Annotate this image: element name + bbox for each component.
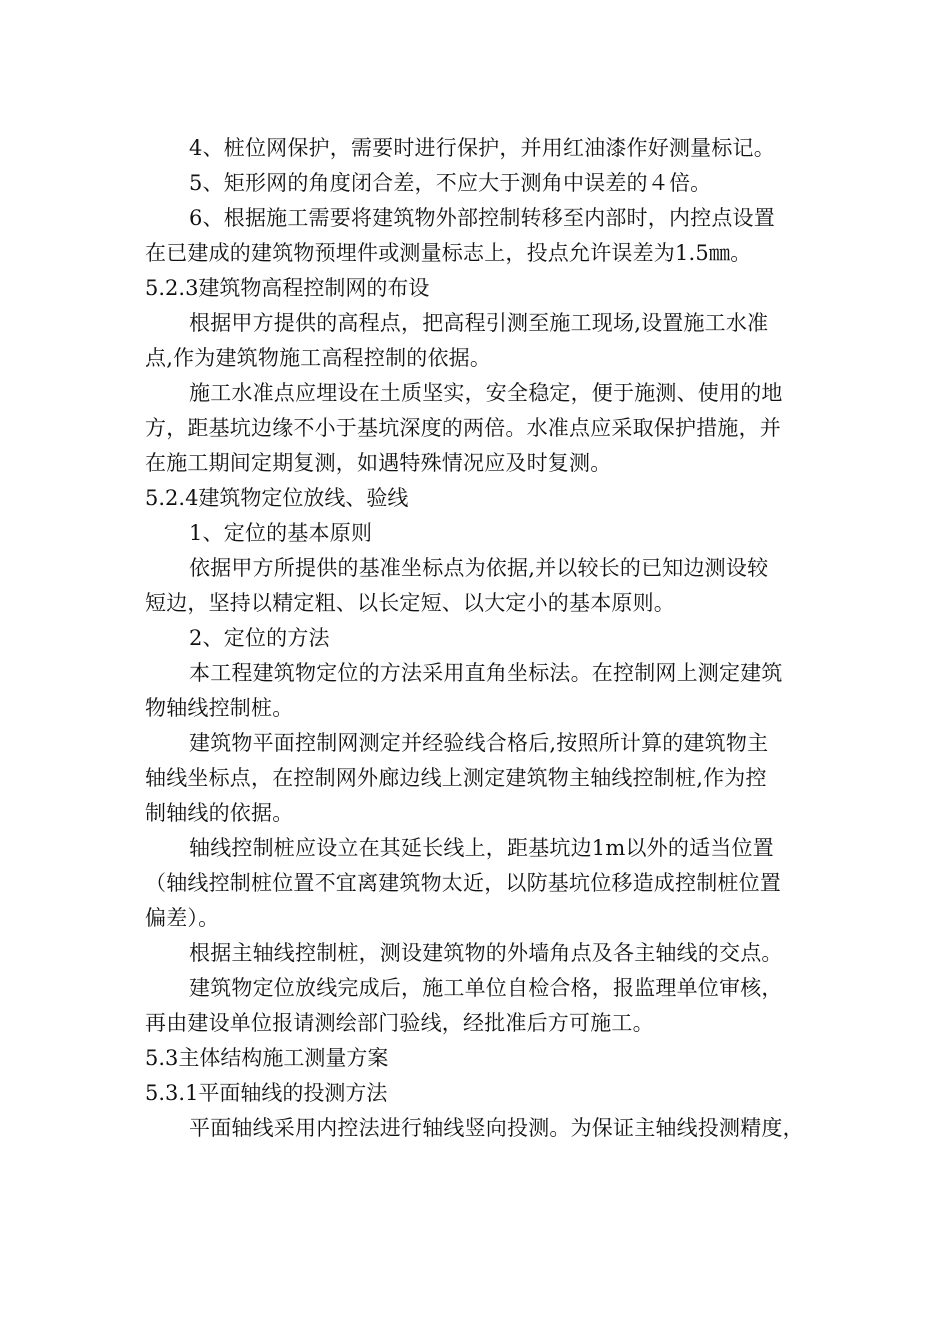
text-line: 1、定位的基本原则 [189,521,373,545]
paragraph [145,971,825,1041]
text-line: 再由建设单位报请测绘部门验线，经批准后方可施工。 [145,1011,654,1035]
section-heading [145,1076,825,1111]
text-line: 5.2.4建筑物定位放线、验线 [145,486,409,510]
paragraph [145,376,825,481]
paragraph [145,1111,825,1146]
paragraph [145,551,825,621]
text-line: 在已建成的建筑物预埋件或测量标志上，投点允许误差为1.5㎜。 [145,241,752,265]
paragraph [145,656,825,726]
text-line: 根据甲方提供的高程点，把高程引测至施工现场,设置施工水准 [189,311,769,335]
paragraph [145,936,825,971]
paragraph [145,726,825,831]
text-line: 物轴线控制桩。 [145,696,294,720]
text-line: 建筑物平面控制网测定并经验线合格后,按照所计算的建筑物主 [189,731,769,755]
text-line: （轴线控制桩位置不宜离建筑物太近，以防基坑位移造成控制桩位置 [145,871,781,895]
paragraph [145,306,825,376]
text-line: 在施工期间定期复测，如遇特殊情况应及时复测。 [145,451,612,475]
text-line: 5.3.1平面轴线的投测方法 [145,1081,388,1105]
text-line: 偏差）。 [145,906,220,930]
paragraph [145,166,825,201]
text-line: 本工程建筑物定位的方法采用直角坐标法。在控制网上测定建筑 [189,661,783,685]
section-heading [145,271,825,306]
text-line: 短边，坚持以精定粗、以长定短、以大定小的基本原则。 [145,591,675,615]
text-line: 根据主轴线控制桩，测设建筑物的外墙角点及各主轴线的交点。 [189,941,783,965]
text-line: 平面轴线采用内控法进行轴线竖向投测。为保证主轴线投测精度， [189,1116,804,1140]
paragraph [145,621,825,656]
text-line: 轴线控制桩应设立在其延长线上，距基坑边1m以外的适当位置 [189,836,774,860]
section-heading [145,1041,825,1076]
text-line: 5、矩形网的角度闭合差，不应大于测角中误差的４倍。 [189,171,712,195]
text-line: 4、桩位网保护，需要时进行保护，并用红油漆作好测量标记。 [189,136,775,160]
paragraph [145,131,825,166]
text-line: 6、根据施工需要将建筑物外部控制转移至内部时，内控点设置 [189,206,775,230]
text-line: 点,作为建筑物施工高程控制的依据。 [145,346,492,370]
paragraph [145,831,825,936]
paragraph [145,201,825,271]
text-line: 2、定位的方法 [189,626,330,650]
text-line: 方，距基坑边缘不小于基坑深度的两倍。水准点应采取保护措施，并 [145,416,781,440]
text-line: 建筑物定位放线完成后，施工单位自检合格，报监理单位审核， [189,976,783,1000]
text-line: 制轴线的依据。 [145,801,294,825]
section-heading [145,481,825,516]
document-body [145,131,825,1146]
paragraph [145,516,825,551]
text-line: 5.3主体结构施工测量方案 [145,1046,389,1070]
text-line: 轴线坐标点，在控制网外廊边线上测定建筑物主轴线控制桩,作为控 [145,766,767,790]
text-line: 依据甲方所提供的基准坐标点为依据,并以较长的已知边测设较 [189,556,769,580]
text-line: 5.2.3建筑物高程控制网的布设 [145,276,430,300]
text-line: 施工水准点应埋设在土质坚实，安全稳定，便于施测、使用的地 [189,381,783,405]
